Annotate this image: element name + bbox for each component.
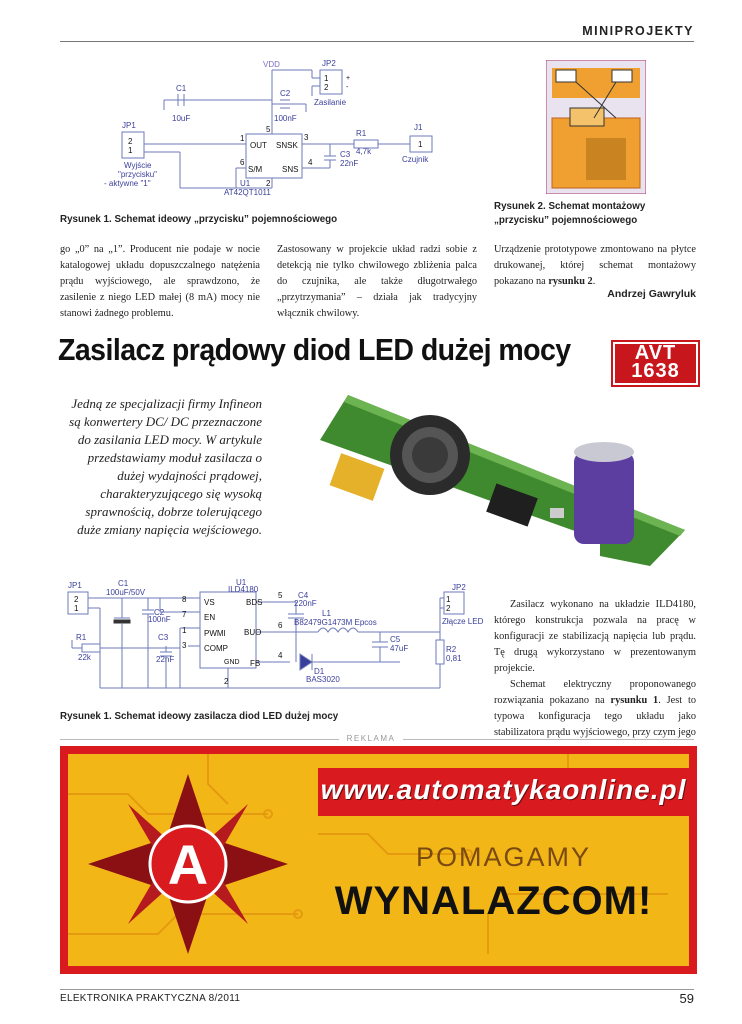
svg-text:EN: EN — [204, 613, 216, 622]
svg-text:100uF/50V: 100uF/50V — [106, 588, 146, 597]
ad-slogan-line2: WYNALAZCOM! — [334, 879, 653, 923]
svg-text:1: 1 — [128, 146, 133, 155]
svg-text:Zasilanie: Zasilanie — [314, 98, 347, 107]
svg-text:100nF: 100nF — [148, 615, 171, 624]
svg-text:100nF: 100nF — [274, 114, 297, 123]
svg-text:S/M: S/M — [248, 165, 263, 174]
compass-logo — [88, 774, 288, 954]
svg-text:AT42QT1011: AT42QT1011 — [224, 188, 271, 197]
article1-author: Andrzej Gawryluk — [607, 288, 696, 300]
svg-text:B82479G1473M Epcos: B82479G1473M Epcos — [294, 618, 377, 627]
led-driver-module-photo — [300, 390, 700, 570]
svg-text:-: - — [346, 84, 349, 91]
svg-text:220nF: 220nF — [294, 599, 317, 608]
svg-text:2: 2 — [128, 137, 133, 146]
svg-text:SNS: SNS — [282, 165, 299, 174]
svg-text:2: 2 — [74, 595, 79, 604]
svg-text:22k: 22k — [78, 653, 91, 662]
svg-text:1: 1 — [182, 626, 187, 635]
svg-text:BUO: BUO — [244, 628, 262, 637]
svg-text:Czujnik: Czujnik — [402, 155, 429, 164]
ad-url[interactable]: www.automatykaonline.pl — [320, 774, 687, 805]
svg-text:C1: C1 — [118, 579, 129, 588]
svg-text:2: 2 — [324, 83, 329, 92]
svg-text:OUT: OUT — [250, 141, 267, 150]
svg-text:ILD4180: ILD4180 — [228, 585, 259, 594]
figure1-bottom-caption: Rysunek 1. Schemat ideowy zasilacza diod LED dużej mocy — [60, 711, 339, 722]
svg-text:FB: FB — [250, 659, 261, 668]
svg-text:C2: C2 — [280, 89, 291, 98]
svg-text:1: 1 — [240, 134, 245, 143]
svg-text:D1: D1 — [314, 667, 325, 676]
svg-text:U1: U1 — [236, 578, 247, 587]
svg-text:1: 1 — [324, 74, 329, 83]
svg-text:C2: C2 — [154, 608, 165, 617]
section-label: MINIPROJEKTY — [582, 24, 694, 38]
svg-text:VS: VS — [204, 598, 215, 607]
header-rule — [60, 41, 694, 42]
svg-text:VDD: VDD — [263, 60, 280, 69]
svg-text:4: 4 — [278, 651, 283, 660]
svg-text:JP2: JP2 — [322, 59, 336, 68]
svg-text:2: 2 — [266, 179, 271, 188]
svg-text:1: 1 — [418, 140, 423, 149]
svg-text:6: 6 — [240, 158, 245, 167]
footer-magazine: ELEKTRONIKA PRAKTYCZNA 8/2011 — [60, 993, 241, 1004]
ad-slogan-line1: POMAGAMY — [415, 842, 592, 872]
svg-text:"przycisku": "przycisku" — [118, 170, 158, 179]
svg-text:L1: L1 — [322, 609, 331, 618]
svg-text:4: 4 — [308, 158, 313, 167]
svg-text:22nF: 22nF — [156, 655, 175, 664]
svg-text:C3: C3 — [158, 633, 169, 642]
svg-text:C3: C3 — [340, 150, 351, 159]
led-driver-schematic — [60, 578, 490, 706]
svg-text:Wyjście: Wyjście — [124, 161, 152, 170]
article2-body: Zasilacz wykonano na układzie ILD4180, którego konstrukcja pozwala na pracę w konfiguracji ze stabilizacją napięcia lub prądu. Tę drugą wykorzystano w prezentowanym projekcie. Schemat elektryczny proponowanego rozwiązania pokazano na rysunku 1. Jest to typowa konfiguracja tego układu jako stabilizatora prądu wyjściowego, przy czym jego — [494, 599, 697, 738]
svg-text:C5: C5 — [390, 635, 401, 644]
svg-text:BAS3020: BAS3020 — [306, 675, 340, 684]
article1-column2: Zastosowany w projekcie układ radzi sobie z detekcją nie tylko chwilowego zbliżenia palca do czujnika, ale także długotrwałego „przytrzymania” – działa jak tradycyjny włącznik chwilowy. — [277, 244, 477, 319]
svg-text:47uF: 47uF — [390, 644, 409, 653]
article-title: Zasilacz prądowy diod LED dużej mocy — [58, 332, 571, 367]
figure1-caption: Rysunek 1. Schemat ideowy „przycisku” pojemnościowego — [60, 214, 338, 225]
svg-text:3: 3 — [182, 641, 187, 650]
article1-column1: go „0” na „1”. Producent nie podaje w nocie katalogowej układu dopuszczalnego natężenia prądu wyjściowego, ale sprawdzono, że zasilenie z niego LED małej (8 mA) mocy nie stanowi żadnego problemu. — [60, 244, 260, 319]
svg-text:R1: R1 — [76, 633, 87, 642]
svg-text:8: 8 — [182, 595, 187, 604]
svg-text:U1: U1 — [240, 179, 251, 188]
svg-text:7: 7 — [182, 610, 187, 619]
svg-text:R1: R1 — [356, 129, 367, 138]
svg-text:C4: C4 — [298, 591, 309, 600]
svg-text:C1: C1 — [176, 84, 187, 93]
svg-text:R2: R2 — [446, 645, 457, 654]
figure2-caption: Rysunek 2. Schemat montażowy „przycisku” pojemnościowego — [494, 201, 646, 226]
svg-text:2: 2 — [446, 604, 451, 613]
svg-text:J1: J1 — [414, 123, 423, 132]
svg-text:6: 6 — [278, 621, 283, 630]
svg-text:A: A — [167, 833, 209, 896]
article1-column3: Urządzenie prototypowe zmontowano na płytce drukowanej, której schemat montażowy pokazano na rysunku 2. — [494, 244, 696, 287]
svg-text:- aktywne "1": - aktywne "1" — [104, 179, 151, 188]
svg-text:5: 5 — [278, 591, 283, 600]
svg-text:JP1: JP1 — [122, 121, 136, 130]
svg-text:22nF: 22nF — [340, 159, 359, 168]
svg-text:0,81: 0,81 — [446, 654, 462, 663]
svg-text:5: 5 — [266, 125, 271, 134]
svg-text:10uF: 10uF — [172, 114, 191, 123]
svg-text:JP1: JP1 — [68, 581, 82, 590]
reklama-label: REKLAMA — [0, 734, 742, 743]
avt-badge: AVT 1638 — [611, 340, 700, 387]
svg-text:1: 1 — [74, 604, 79, 613]
svg-text:COMP: COMP — [204, 644, 228, 653]
footer-rule — [60, 989, 694, 990]
svg-text:+: + — [346, 75, 351, 82]
advertisement-banner[interactable] — [60, 746, 697, 974]
svg-text:1: 1 — [446, 595, 451, 604]
svg-text:BDS: BDS — [246, 598, 263, 607]
svg-text:GND: GND — [224, 659, 240, 666]
article-lead: Jedną ze specjalizacji firmy Infineon są konwertery DC/ DC przeznaczone do zasilania LED mocy. W artykule przedstawiamy moduł zasilacza o dużej wydajności prądowej, charakteryzującego się wysoką sprawnością, dobrze tolerującego duże zmiany napięcia wejściowego. — [69, 396, 262, 537]
page-number: 59 — [679, 991, 694, 1006]
capacitive-button-schematic — [60, 56, 440, 206]
svg-text:2: 2 — [224, 677, 229, 686]
svg-text:JP2: JP2 — [452, 583, 466, 592]
pcb-assembly-diagram — [546, 60, 646, 194]
svg-text:PWMI: PWMI — [204, 629, 226, 638]
svg-text:Złącze LED: Złącze LED — [442, 617, 484, 626]
svg-text:3: 3 — [304, 133, 309, 142]
svg-text:4,7k: 4,7k — [356, 147, 372, 156]
svg-text:SNSK: SNSK — [276, 141, 298, 150]
